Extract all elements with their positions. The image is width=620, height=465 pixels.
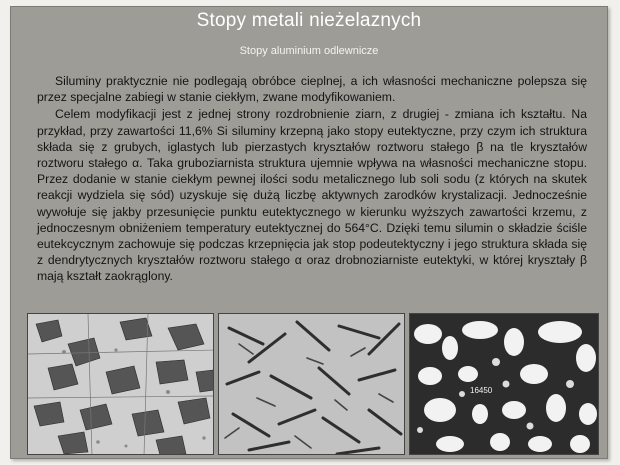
slide-title: Stopy metali nieżelaznych xyxy=(196,10,422,31)
body-text xyxy=(37,73,587,285)
slide-subtitle: Stopy aluminium odlewnicze xyxy=(239,45,379,57)
micrograph-label: 16450 xyxy=(470,386,493,395)
micrograph-dendritic-structure xyxy=(409,313,599,455)
paragraph-1: Siluminy praktycznie nie podlegają obróbce cieplnej, a ich własności mechaniczne polepsza się przez specjalne zabiegi w stanie ciekłym, zwane modyfikowaniem. xyxy=(37,74,587,105)
micrograph-row xyxy=(27,313,599,455)
paragraph-2: Celem modyfikacji jest z jednej strony rozdrobnienie ziarn, z drugiej - zmiana ich kształtu. Na przykład, przy zawartości 11,6% Si siluminy krzepną jako stopy eutektyczne, przy czym ich struktura składa się z grubych, iglastych lub pierzastych kryształów roztworu stałego β na tle kryształów roztworu stałego α. Taka gruboziarnista struktura ujemnie wpływa na własności mechaniczne stopu. Przez dodanie w stanie ciekłym pewnej ilości sodu metalicznego lub soli sodu (z których na skutek reakcji wydziela się sód) uzyskuje się dużą liczbę aktywnych zarodków krystalizacji. Jednocześnie wywołuje się jakby przesunięcie punktu eutektycznego w kierunku wyższych zawartości krzemu, z jednoczesnym obniżeniem temperatury eutektycznej do 564°C. Dzięki temu silumin o składzie ściśle eutekcycznym zachowuje się podczas krzepnięcia jak stop podeutektyczny i jego struktura składa się z dendrytycznych kryształów roztworu stałego α oraz drobnoziarniste eutektyki, w której kryształy β mają kształt zaokrąglony. xyxy=(37,107,587,284)
slide xyxy=(10,6,608,459)
micrograph-needle-structure xyxy=(218,313,405,455)
micrograph-coarse-structure xyxy=(27,313,214,455)
